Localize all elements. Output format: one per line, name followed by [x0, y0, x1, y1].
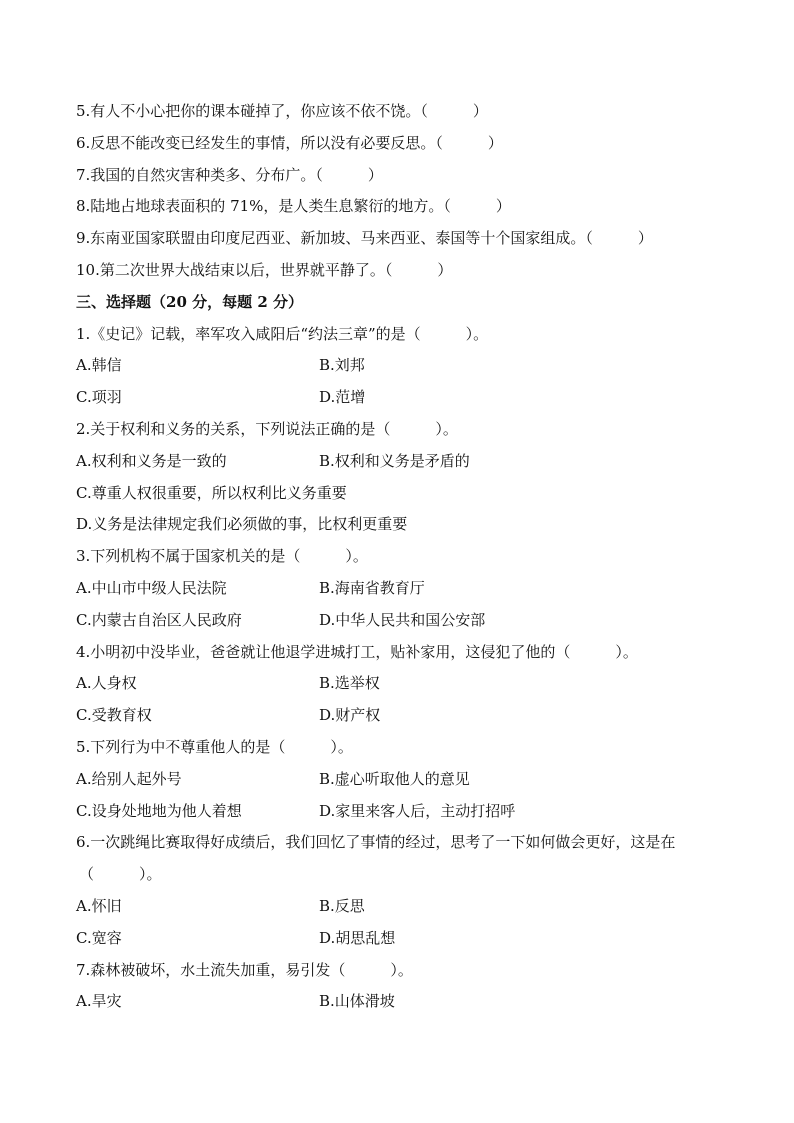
question-5-options-row-2	[76, 796, 726, 828]
question-6-stem-line-1: 6.一次跳绳比赛取得好成绩后，我们回忆了事情的经过，思考了一下如何做会更好，这是在	[76, 833, 676, 852]
question-3-stem: 3.下列机构不属于国家机关的是（ ）。	[76, 547, 368, 566]
judgement-item-9: 9.东南亚国家联盟由印度尼西亚、新加坡、马来西亚、泰国等十个国家组成。（ ）	[76, 229, 653, 248]
question-7-option-a: A.旱灾	[76, 992, 122, 1011]
question-1-options-row-1	[76, 350, 726, 382]
question-2-stem: 2.关于权利和义务的关系，下列说法正确的是（ ）。	[76, 419, 458, 438]
question-6-option-c: C.宽容	[76, 928, 122, 947]
question-3-option-c: C.内蒙古自治区人民政府	[76, 610, 242, 629]
question-6-option-b: B.反思	[319, 896, 365, 915]
question-5-stem: 5.下列行为中不尊重他人的是（ ）。	[76, 737, 353, 756]
question-2-option-a: A.权利和义务是一致的	[76, 451, 227, 470]
question-5-option-b: B.虚心听取他人的意见	[319, 769, 470, 788]
question-4-option-a: A.人身权	[76, 674, 137, 693]
question-5-option-d: D.家里来客人后，主动打招呼	[319, 801, 516, 820]
judgement-item-7: 7.我国的自然灾害种类多、分布广。（ ）	[76, 165, 383, 184]
question-6-stem-line-2: （ ）。	[79, 865, 162, 884]
question-6-option-d: D.胡思乱想	[319, 928, 396, 947]
question-3-option-a: A.中山市中级人民法院	[76, 578, 227, 597]
question-4-stem: 4.小明初中没毕业，爸爸就让他退学进城打工，贴补家用，这侵犯了他的（ ）。	[76, 642, 638, 661]
question-1-option-b: B.刘邦	[319, 356, 365, 375]
question-7-option-b: B.山体滑坡	[319, 992, 395, 1011]
question-3-option-d: D.中华人民共和国公安部	[319, 610, 486, 629]
judgement-item-10: 10.第二次世界大战结束以后，世界就平静了。（ ）	[76, 260, 453, 279]
judgement-item-5: 5.有人不小心把你的课本碰掉了，你应该不依不饶。（ ）	[76, 102, 488, 120]
question-6-options-row-2	[76, 923, 726, 955]
question-7-options-row-1	[76, 986, 726, 1018]
question-5-option-c: C.设身处地地为他人着想	[76, 801, 242, 820]
question-5-options-row-1	[76, 764, 726, 796]
question-4-option-b: B.选举权	[319, 674, 380, 693]
question-1-option-a: A.韩信	[76, 356, 122, 375]
question-1-options-row-2	[76, 382, 726, 414]
question-3-options-row-1	[76, 573, 726, 605]
question-1-option-c: C.项羽	[76, 388, 122, 407]
question-4-option-d: D.财产权	[319, 706, 381, 725]
question-1-option-d: D.范增	[319, 388, 366, 407]
question-1-stem: 1.《史记》记载，率军攻入咸阳后“约法三章”的是（ ）。	[76, 324, 489, 343]
question-2-option-b: B.权利和义务是矛盾的	[319, 451, 470, 470]
question-5-option-a: A.给别人起外号	[76, 769, 182, 788]
question-2-options-row-1	[76, 446, 726, 478]
question-4-options-row-1	[76, 668, 726, 700]
question-2-option-d: D.义务是法律规定我们必须做的事，比权利更重要	[76, 515, 408, 534]
exam-page	[76, 96, 726, 1018]
judgement-item-8: 8.陆地占地球表面积的 71%，是人类生息繁衍的地方。（ ）	[76, 197, 511, 216]
question-4-option-c: C.受教育权	[76, 706, 152, 725]
question-4-options-row-2	[76, 700, 726, 732]
question-6-option-a: A.怀旧	[76, 896, 122, 915]
question-7-stem: 7.森林被破坏，水土流失加重，易引发（ ）。	[76, 960, 413, 979]
question-2-option-c: C.尊重人权很重要，所以权利比义务重要	[76, 483, 347, 502]
judgement-item-6: 6.反思不能改变已经发生的事情，所以没有必要反思。（ ）	[76, 133, 503, 152]
question-3-options-row-2	[76, 605, 726, 637]
section-heading-choice: 三、选择题（20 分，每题 2 分）	[76, 292, 303, 311]
question-3-option-b: B.海南省教育厅	[319, 578, 425, 597]
question-6-options-row-1	[76, 891, 726, 923]
